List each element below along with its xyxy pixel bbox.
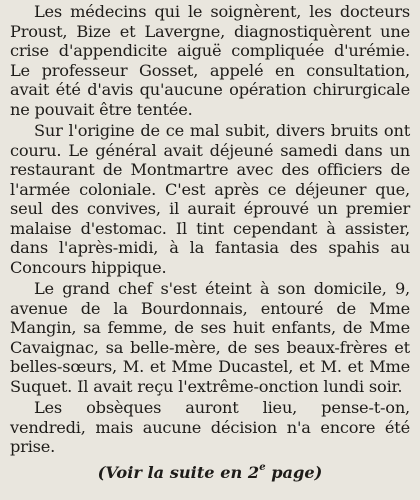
article-body xyxy=(10,2,410,457)
paragraph-doctors: Les médecins qui le soignèrent, les docteurs Proust, Bize et Lavergne, diagnostiquèrent une crise d'appendicite aiguë compliquée d'urémie. Le professeur Gosset, appelé en consultation, avait été d'avis qu'aucune opération chirurgicale ne pouvait être tentée. xyxy=(10,2,410,119)
continuation-note xyxy=(10,463,410,483)
continuation-text-end: page) xyxy=(265,462,323,482)
continuation-superscript: e xyxy=(259,461,266,473)
paragraph-funeral: Les obsèques auront lieu, pense-t-on, vendredi, mais aucune décision n'a encore été prise. xyxy=(10,398,410,456)
paragraph-death: Le grand chef s'est éteint à son domicile, 9, avenue de la Bourdonnais, entouré de Mme Mangin, sa femme, de ses huit enfants, de Mme Cavaignac, sa belle-mère, de ses beaux-frères et belles-sœurs, M. et Mme Ducastel, et M. et Mme Suquet. Il avait reçu l'extrême-onction lundi soir. xyxy=(10,279,410,396)
continuation-text: (Voir la suite en 2 xyxy=(97,462,260,482)
paragraph-origin: Sur l'origine de ce mal subit, divers bruits ont couru. Le général avait déjeuné samedi dans un restaurant de Montmartre avec des officiers de l'armée coloniale. C'est après ce déjeuner que, seul des convives, il aurait éprouvé un premier malaise d'estomac. Il tint cependant à assister, dans l'après-midi, à la fantasia des spahis au Concours hippique. xyxy=(10,121,410,277)
